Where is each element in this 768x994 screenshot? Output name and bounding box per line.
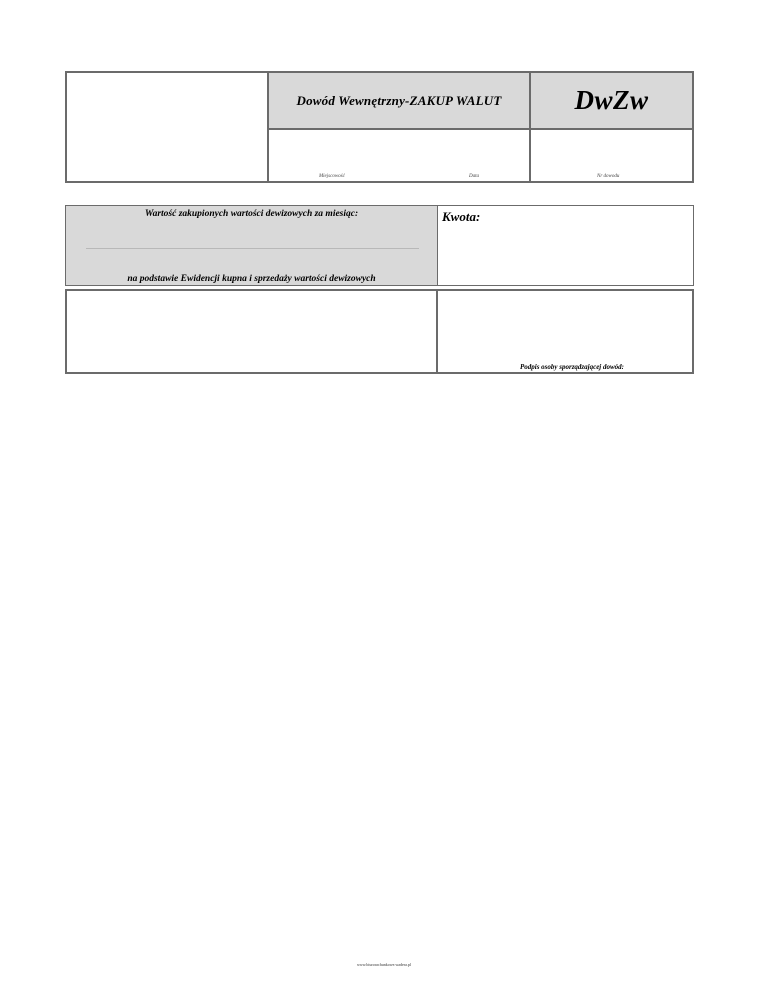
document-title: Dowód Wewnętrzny-ZAKUP WALUT: [296, 92, 502, 108]
code-cell: [531, 73, 692, 130]
document-number-cell[interactable]: [531, 130, 692, 181]
amount-label: Kwota:: [442, 209, 481, 224]
title-cell: [269, 73, 531, 130]
footer-url: www.biurorachunkowe.wadera.pl: [356, 962, 412, 967]
signature-block: [65, 289, 694, 374]
value-title: Wartość zakupionych wartości dewizowych za miesiąc:: [144, 209, 359, 219]
document-number-label: Nr dowodu: [597, 174, 620, 179]
document-header: [65, 71, 694, 183]
notes-area[interactable]: [67, 291, 438, 372]
amount-section[interactable]: [438, 205, 694, 286]
date-label: Data: [469, 174, 479, 179]
month-entry-line[interactable]: [86, 248, 419, 249]
signature-area[interactable]: [438, 291, 692, 372]
signature-label: Podpis osoby sporządzającej dowód:: [519, 363, 624, 371]
value-section: [65, 205, 438, 286]
document-code: DwZw: [574, 85, 649, 115]
place-date-cell[interactable]: [269, 130, 531, 181]
value-basis-note: na podstawie Ewidencji kupna i sprzedaży wartości dewizowych: [127, 274, 376, 284]
company-stamp-area: [67, 73, 269, 181]
place-label: Miejscowość: [319, 174, 345, 179]
